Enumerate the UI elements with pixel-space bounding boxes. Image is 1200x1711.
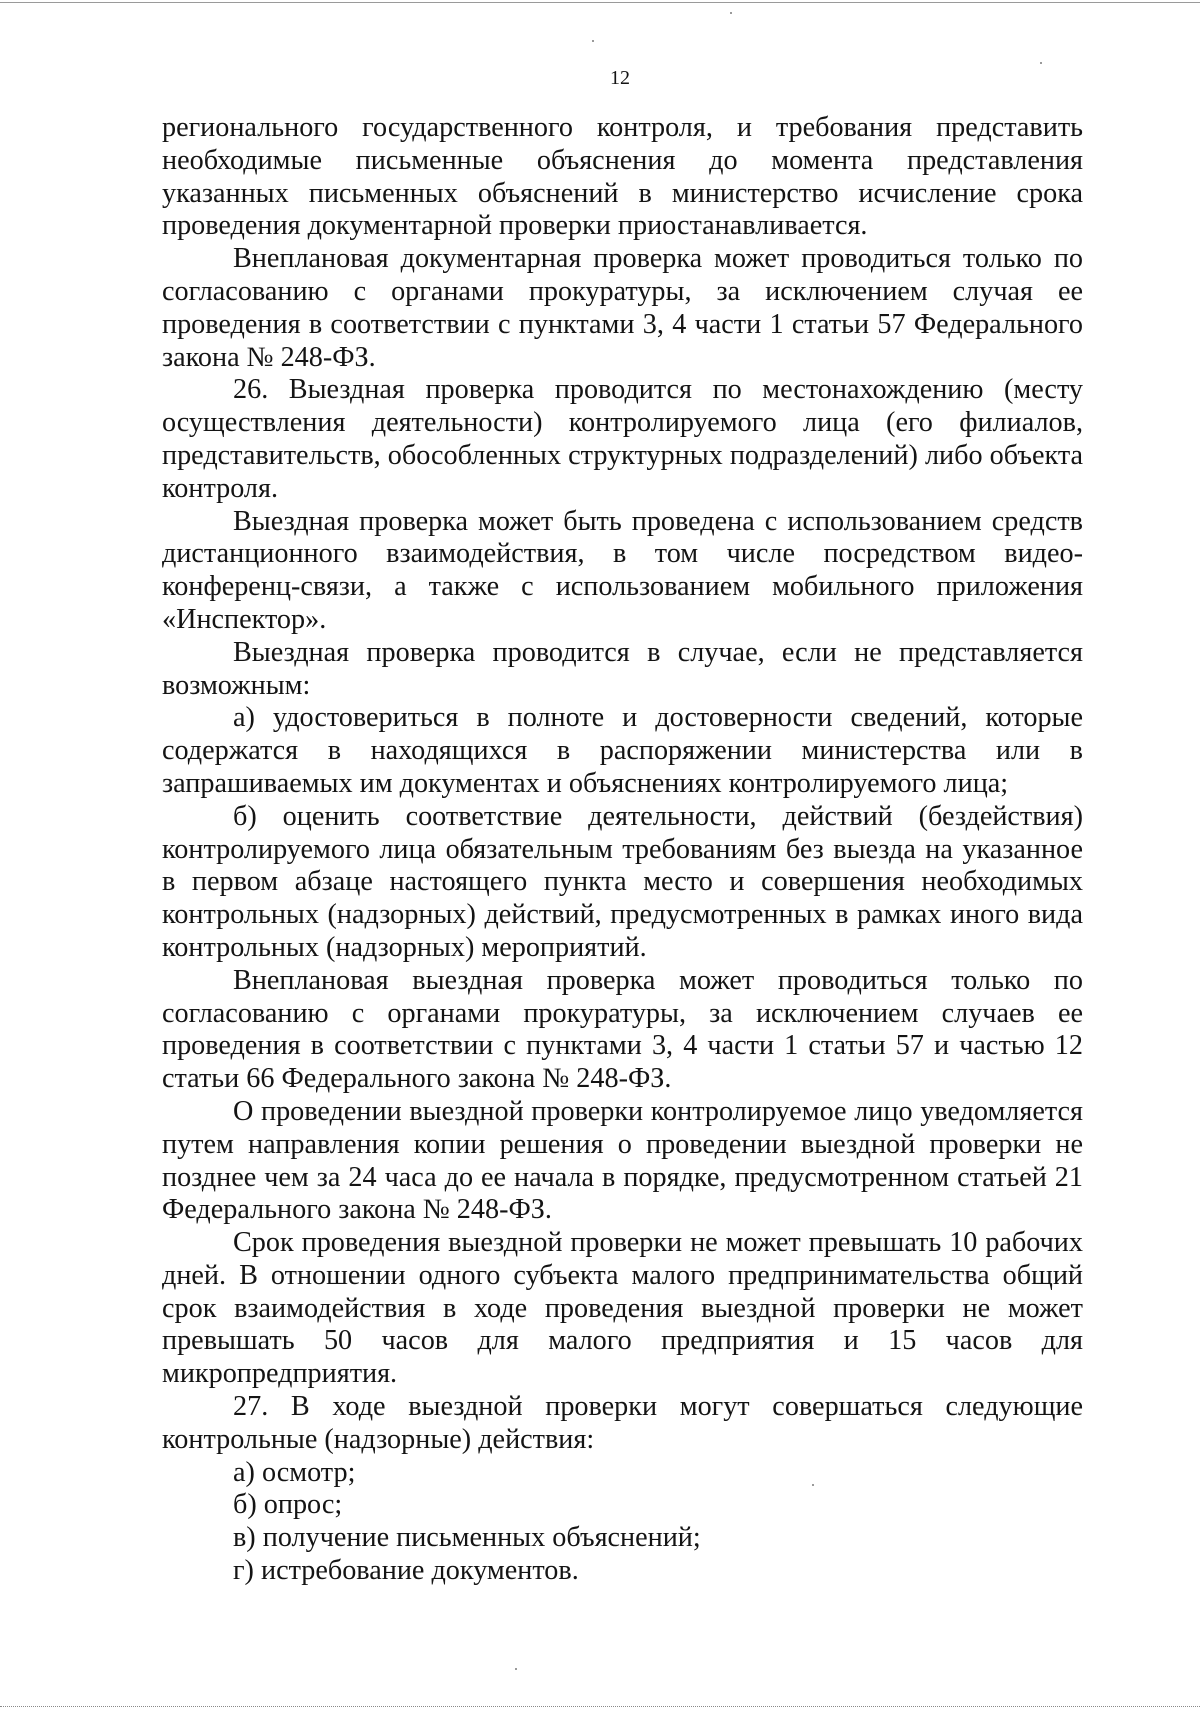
scan-bottom-edge [0, 1706, 1200, 1707]
scan-speck [592, 40, 594, 42]
scan-speck [730, 12, 732, 14]
paragraph-duration: Срок проведения выездной проверки не может превышать 10 рабочих дней. В отношении одного субъекта малого предпринимательства общий срок взаимодействия в ходе проведения выездной проверки не может превышать 50 часов для малого предприятия и 15 часов для микропредприятия. [162, 1227, 1083, 1390]
list-item-survey: б) опрос; [233, 1489, 343, 1521]
paragraph-continuation: регионального государственного контроля, и требования представить необходимые письменные объяснения до момента представления указанных письменных объяснений в министерство исчисление срока проведения документарной проверки приостанавливается. [162, 112, 1083, 242]
paragraph-onsite-check-conditions: Выездная проверка проводится в случае, если не представляется возможным: [162, 636, 1083, 701]
paragraph-remote-interaction: Выездная проверка может быть проведена с использованием средств дистанционного взаимодействия, в том числе посредством видео-конференц-связи, а также с использованием мобильного приложения «Инспектор». [162, 505, 1083, 635]
paragraph-condition-a: а) удостовериться в полноте и достоверности сведений, которые содержатся в находящихся в распоряжении министерства или в запрашиваемых им документах и объяснениях контролируемого лица; [162, 702, 1083, 799]
scan-top-edge [0, 2, 1200, 3]
list-item-document-request: г) истребование документов. [233, 1555, 579, 1587]
paragraph-unscheduled-onsite-check: Внеплановая выездная проверка может проводиться только по согласованию с органами прокуратуры, за исключением случаев ее проведения в соответствии с пунктами 3, 4 части 1 статьи 57 и частью 12 статьи 66 Федерального закона № 248-ФЗ. [162, 964, 1083, 1095]
paragraph-26-onsite-check-location: 26. Выездная проверка проводится по местонахождению (месту осуществления деятельности) контролируемого лица (его филиалов, представительств, обособленных структурных подразделений) либо объекта контроля. [162, 374, 1083, 504]
scan-speck [812, 1484, 814, 1486]
scan-speck [515, 1668, 517, 1670]
list-item-inspection: а) осмотр; [233, 1456, 356, 1488]
scan-speck [1040, 62, 1042, 64]
list-item-written-explanations: в) получение письменных объяснений; [233, 1522, 701, 1554]
paragraph-notification: О проведении выездной проверки контролируемое лицо уведомляется путем направления копии решения о проведении выездной проверки не позднее чем за 24 часа до ее начала в порядке, предусмотренном статьей 21 Федерального закона № 248-ФЗ. [162, 1095, 1083, 1226]
page-number: 12 [610, 67, 630, 89]
paragraph-unscheduled-documentary-check: Внеплановая документарная проверка может проводиться только по согласованию с органами прокуратуры, за исключением случая ее проведения в соответствии с пунктами 3, 4 части 1 статьи 57 Федерального закона № 248-ФЗ. [162, 243, 1083, 373]
paragraph-condition-b: б) оценить соответствие деятельности, действий (бездействия) контролируемого лица обязательным требованиям без выезда на указанное в первом абзаце настоящего пункта место и совершения необходимых контрольных (надзорных) действий, предусмотренных в рамках иного вида контрольных (надзорных) мероприятий. [162, 800, 1083, 963]
paragraph-27-actions: 27. В ходе выездной проверки могут совершаться следующие контрольные (надзорные) действия: [162, 1391, 1083, 1455]
document-body [162, 112, 1083, 1588]
